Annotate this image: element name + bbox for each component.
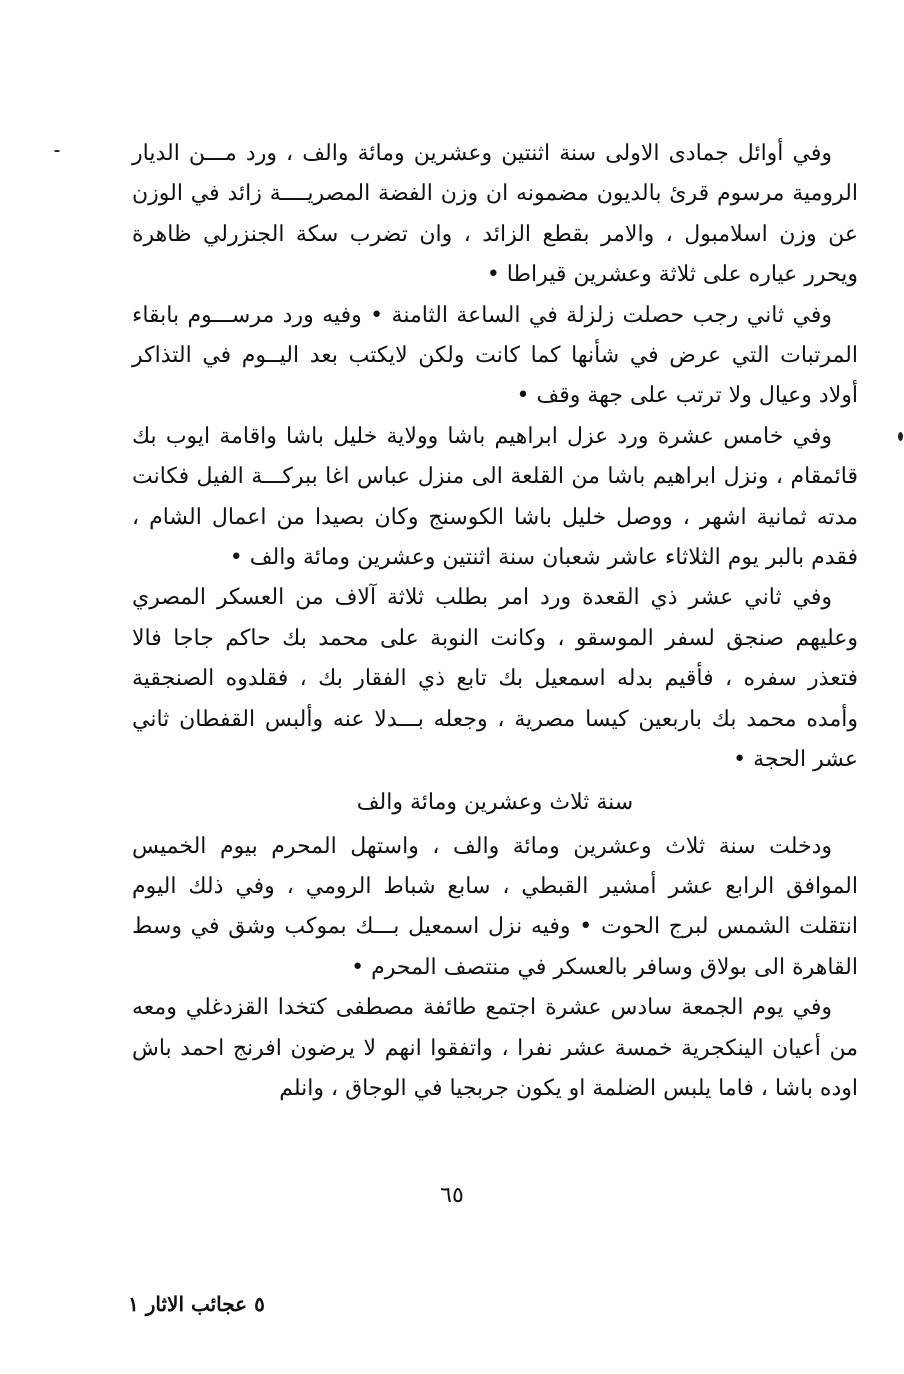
paragraph-6: وفي يوم الجمعة سادس عشرة اجتمع طائفة مصطفى كتخدا القزدغلي ومعه من أعيان الينكجرية خمسة عشر نفرا ، واتفقوا انهم لا يرضون افرنج احمد باش اوده باشا ، فاما يلبس الضلمة او يكون جربجيا في الوجاق ، وانلم xyxy=(132,995,858,1101)
paragraph-1: وفي أوائل جمادى الاولى سنة اثنتين وعشرين ومائة والف ، ورد مـــن الديار الرومية مرسوم قرئ بالديون مضمونه ان وزن الفضة المصريــــة زائد في الوزن عن وزن اسلامبول ، والامر بقطع الزائد ، وان تضرب سكة الجنزرلي ظاهرة ويحرر عياره على ثلاثة وعشرين قيراطا • xyxy=(132,141,858,288)
footer-signature: ٥ عجائب الاثار ١ xyxy=(128,1292,265,1316)
year-heading: سنة ثلاث وعشرين ومائة والف xyxy=(356,789,634,815)
scan-speck xyxy=(54,150,60,152)
paragraph-2: وفي ثاني رجب حصلت زلزلة في الساعة الثامنة • وفيه ورد مرســـوم بابقاء المرتبات التي عرض في شأنها كما كانت ولكن لايكتب بعد اليــوم في التذاكر أولاد وعيال ولا ترتب على جهة وقف • xyxy=(132,302,858,409)
paragraph-3: وفي خامس عشرة ورد عزل ابراهيم باشا وولاية خليل باشا واقامة ايوب بك قائمقام ، ونزل ابراهيم باشا من القلعة الى منزل عباس اغا ببركـــة الفيل فكانت مدته ثمانية اشهر ، ووصل خليل باشا الكوسنج وكان بصيدا من اعمال الشام ، فقدم بالبر يوم الثلاثاء عاشر شعبان سنة اثنتين وعشرين ومائة والف • xyxy=(132,423,858,571)
paragraph-5: ودخلت سنة ثلاث وعشرين ومائة والف ، واستهل المحرم بيوم الخميس الموافق الرابع عشر أمشير القبطي ، سابع شباط الرومي ، وفي ذلك اليوم انتقلت الشمس لبرج الحوت • وفيه نزل اسمعيل بـــك بموكب وشق في وسط القاهرة الى بولاق وسافر بالعسكر في منتصف المحرم • xyxy=(132,833,858,980)
main-text-block xyxy=(132,134,858,1109)
scan-speck xyxy=(898,432,903,441)
page-number: ٦٥ xyxy=(440,1183,464,1208)
paragraph-4: وفي ثاني عشر ذي القعدة ورد امر بطلب ثلاثة آلاف من العسكر المصري وعليهم صنجق لسفر الموسقو ، وكانت النوبة على محمد بك حاكم جاجا فالا فتعذر سفره ، فأقيم بدله اسمعيل بك تابع ذي الفقار بك ، فقلدوه الصنجقية وأمده محمد بك باربعين كيسا مصرية ، وجعله بـــدلا عنه وألبس القفطان ثاني عشر الحجة • xyxy=(132,585,858,773)
